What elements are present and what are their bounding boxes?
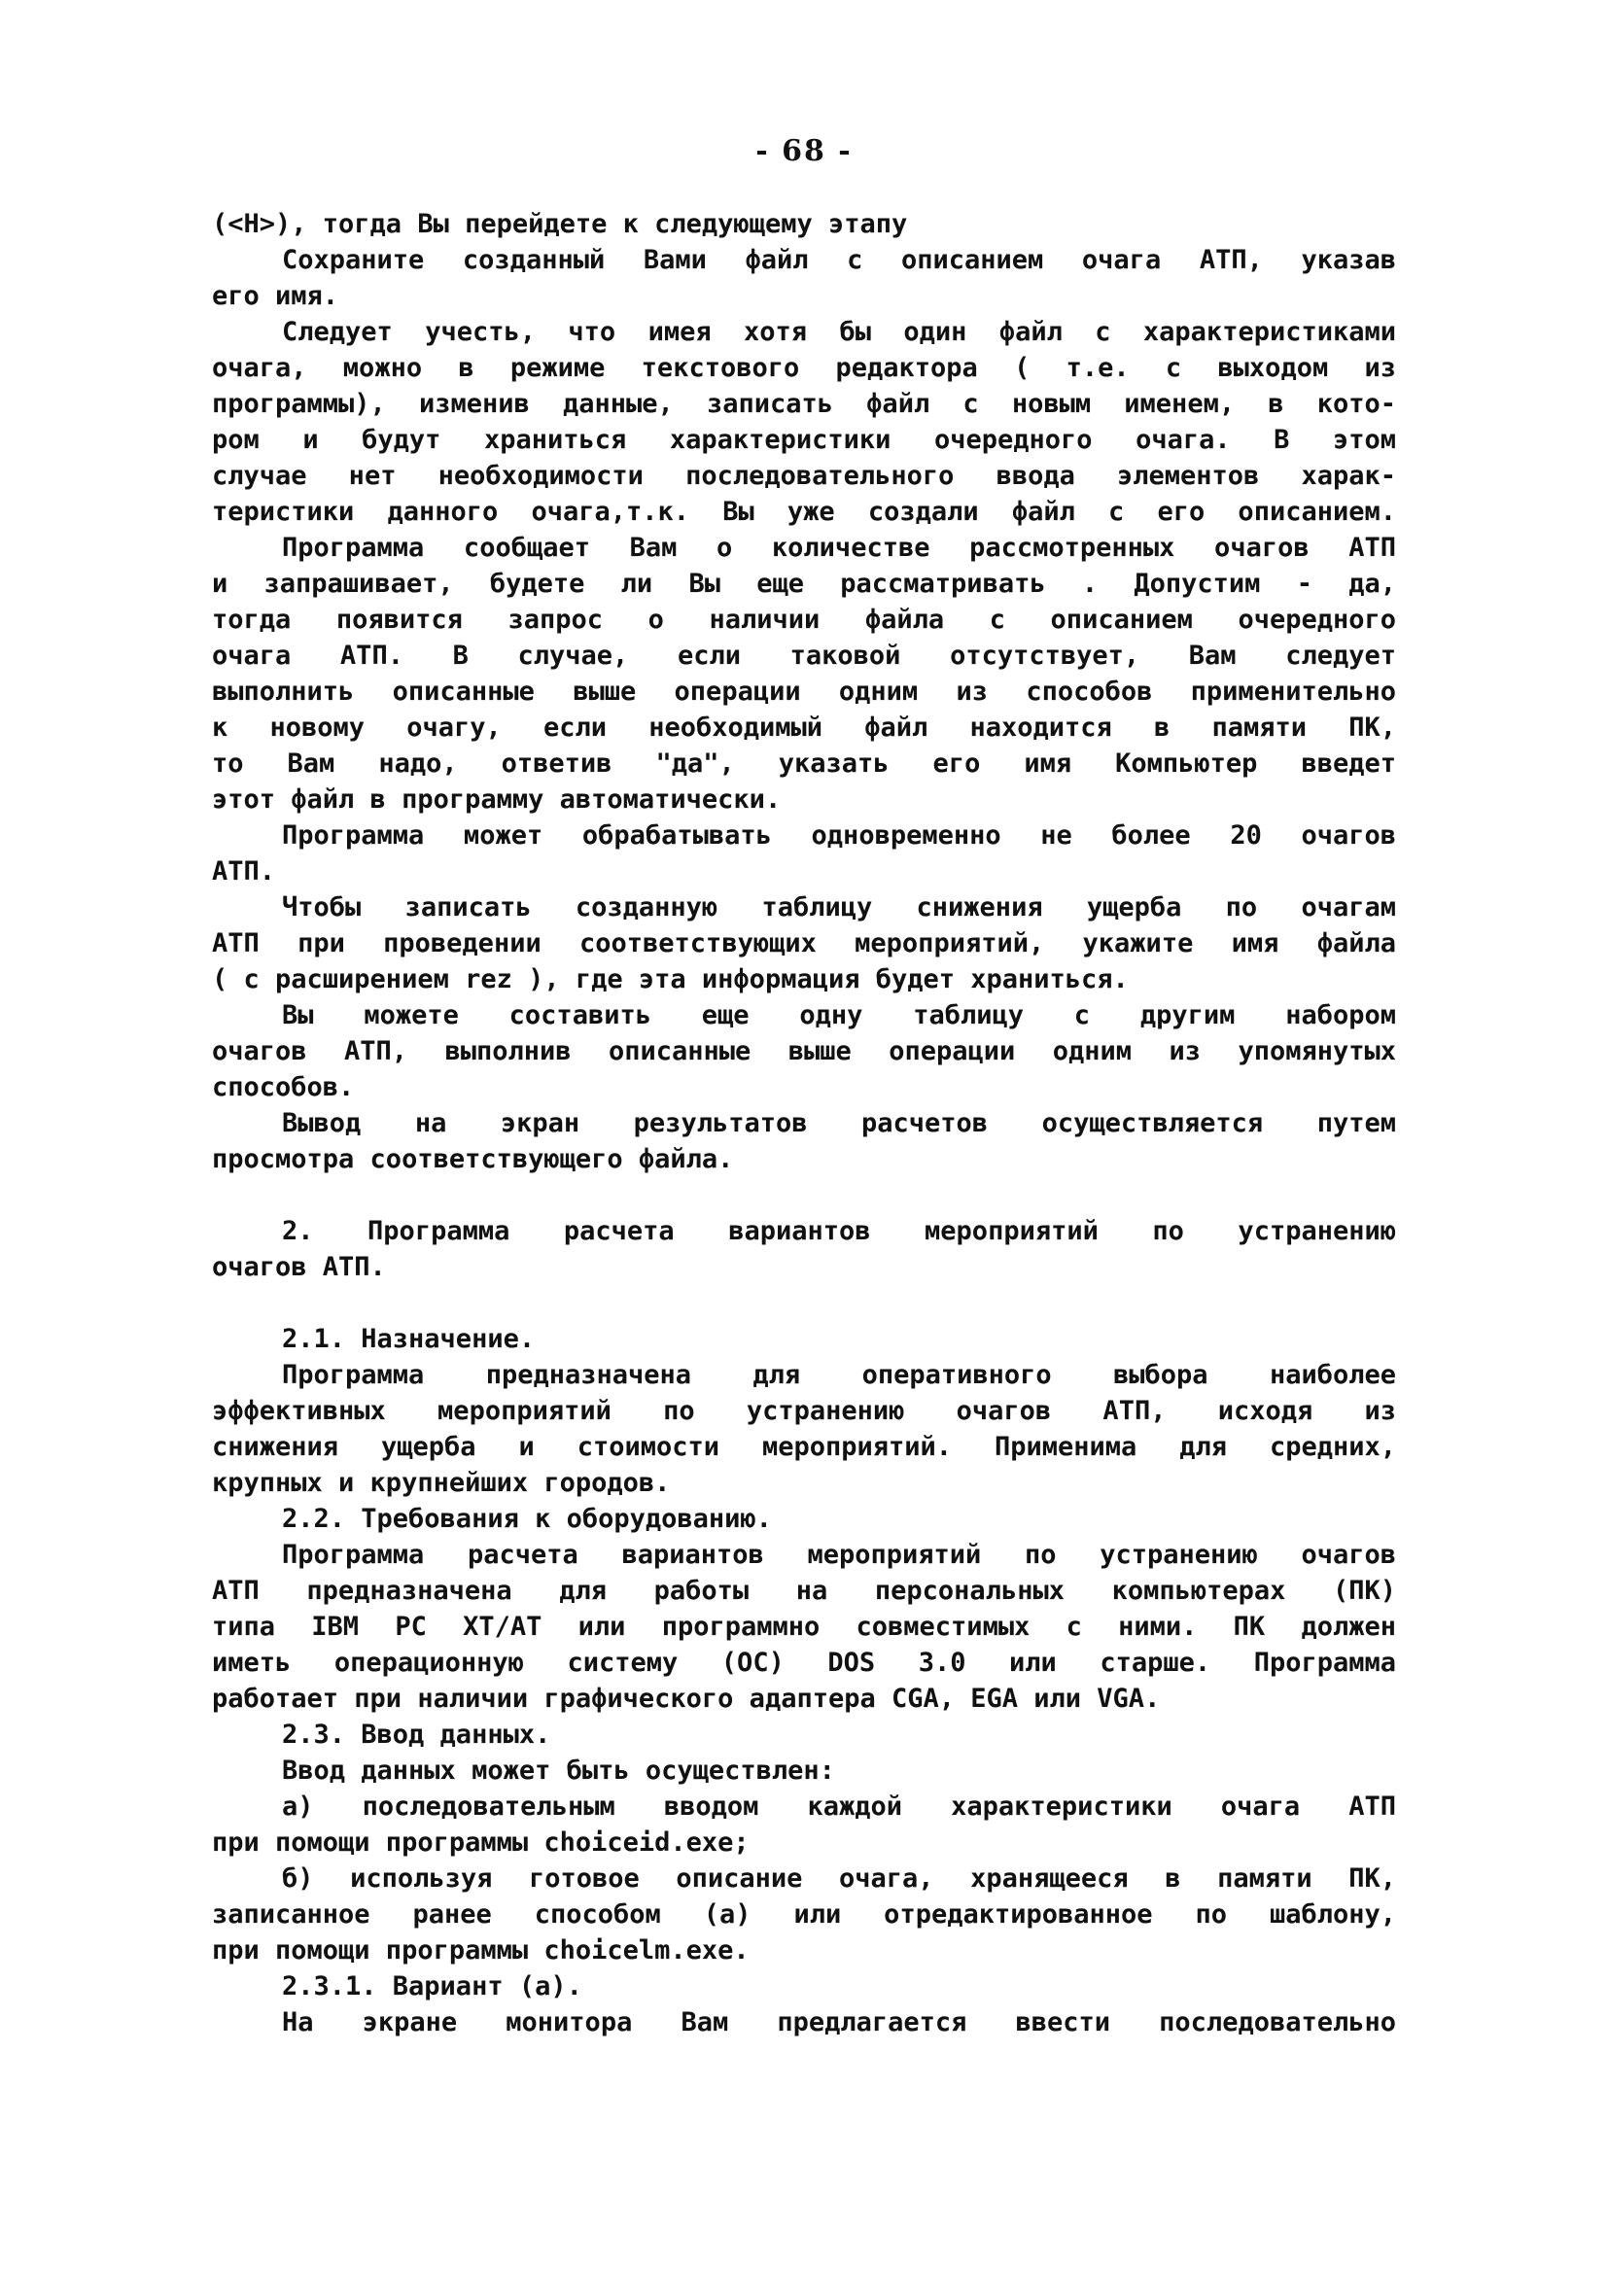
text-line: Ввод данных может быть осуществлен: [282, 1756, 835, 1786]
text-line: ром и будут храниться характеристики очередного очага. В этом [212, 425, 1396, 455]
text-line: его имя. [212, 281, 339, 311]
text-line: Чтобы записать созданную таблицу снижения ущерба по очагам [282, 892, 1396, 922]
text-line: АТП предназначена для работы на персональных компьютерах (ПК) [212, 1576, 1396, 1606]
text-line: АТП при проведении соответствующих мероприятий, укажите имя файла [212, 928, 1396, 958]
text-line: ( с расширением rez ), где эта информация будет храниться. [212, 964, 1129, 994]
text-line: то Вам надо, ответив "да", указать его имя Компьютер введет [212, 748, 1396, 779]
subsection-heading: 2.1. Назначение. [282, 1324, 536, 1354]
text-line: иметь операционную систему (ОС) DOS 3.0 или старше. Программа [212, 1648, 1396, 1678]
text-line: при помощи программы choicelm.exe. [212, 1935, 750, 1966]
text-line: Программа может обрабатывать одновременно не более 20 очагов [282, 820, 1396, 851]
text-line: работает при наличии графического адаптера CGA, EGA или VGA. [212, 1684, 1161, 1714]
paragraph-gap [212, 1285, 1396, 1321]
text-line: тогда появится запрос о наличии файла с описанием очередного [212, 605, 1396, 635]
text-line: Программа предназначена для оперативного выбора наиболее [282, 1360, 1396, 1390]
text-line: и запрашивает, будете ли Вы еще рассматривать . Допустим - да, [212, 569, 1396, 599]
section-heading: очагов АТП. [212, 1252, 386, 1282]
text-line: теристики данного очага,т.к. Вы уже создали файл с его описанием. [212, 497, 1396, 527]
text-line: программы), изменив данные, записать файл с новым именем, в кото- [212, 389, 1396, 419]
text-line: а) последовательным вводом каждой характеристики очага АТП [282, 1792, 1396, 1822]
text-line: (<Н>), тогда Вы перейдете к следующему этапу [212, 209, 908, 239]
text-line: На экране монитора Вам предлагается ввести последовательно [282, 2007, 1396, 2037]
text-line: этот файл в программу автоматически. [212, 784, 782, 815]
text-line: Вы можете составить еще одну таблицу с другим набором [282, 1000, 1396, 1030]
section-heading: 2. Программа расчета вариантов мероприятий по устранению [282, 1216, 1396, 1246]
page-number: - 68 - [755, 134, 853, 168]
paragraph-gap [212, 1177, 1396, 1213]
text-line: Сохраните созданный Вами файл с описанием очага АТП, указав [282, 245, 1396, 275]
text-line: случае нет необходимости последовательного ввода элементов харак- [212, 461, 1396, 491]
page-text [212, 206, 1396, 2040]
text-line: снижения ущерба и стоимости мероприятий. Применима для средних, [212, 1432, 1396, 1462]
text-line: записанное ранее способом (а) или отредактированное по шаблону, [212, 1899, 1396, 1930]
text-line: крупных и крупнейших городов. [212, 1468, 671, 1498]
text-line: АТП. [212, 856, 276, 887]
text-line: очагов АТП, выполнив описанные выше операции одним из упомянутых [212, 1036, 1396, 1066]
text-line: выполнить описанные выше операции одним из способов применительно [212, 677, 1396, 707]
text-line: б) используя готовое описание очага, хранящееся в памяти ПК, [282, 1863, 1396, 1894]
text-line: способов. [212, 1072, 355, 1102]
text-line: эффективных мероприятий по устранению очагов АТП, исходя из [212, 1396, 1396, 1426]
text-line: просмотра соответствующего файла. [212, 1144, 734, 1174]
subsection-heading: 2.3.1. Вариант (а). [282, 1971, 582, 2001]
text-line: типа IBM PC XT/AT или программно совместимых с ними. ПК должен [212, 1612, 1396, 1642]
text-line: очага АТП. В случае, если таковой отсутствует, Вам следует [212, 641, 1396, 671]
subsection-heading: 2.3. Ввод данных. [282, 1720, 551, 1750]
text-line: Вывод на экран результатов расчетов осуществляется путем [282, 1108, 1396, 1138]
text-line: Программа расчета вариантов мероприятий по устранению очагов [282, 1540, 1396, 1570]
text-line: к новому очагу, если необходимый файл находится в памяти ПК, [212, 713, 1396, 743]
text-line: очага, можно в режиме текстового редактора ( т.е. с выходом из [212, 353, 1396, 383]
subsection-heading: 2.2. Требования к оборудованию. [282, 1504, 772, 1534]
text-line: Следует учесть, что имея хотя бы один файл с характеристиками [282, 317, 1396, 347]
text-line: Программа сообщает Вам о количестве рассмотренных очагов АТП [282, 533, 1396, 563]
text-line: при помощи программы choiceid.exe; [212, 1827, 750, 1858]
